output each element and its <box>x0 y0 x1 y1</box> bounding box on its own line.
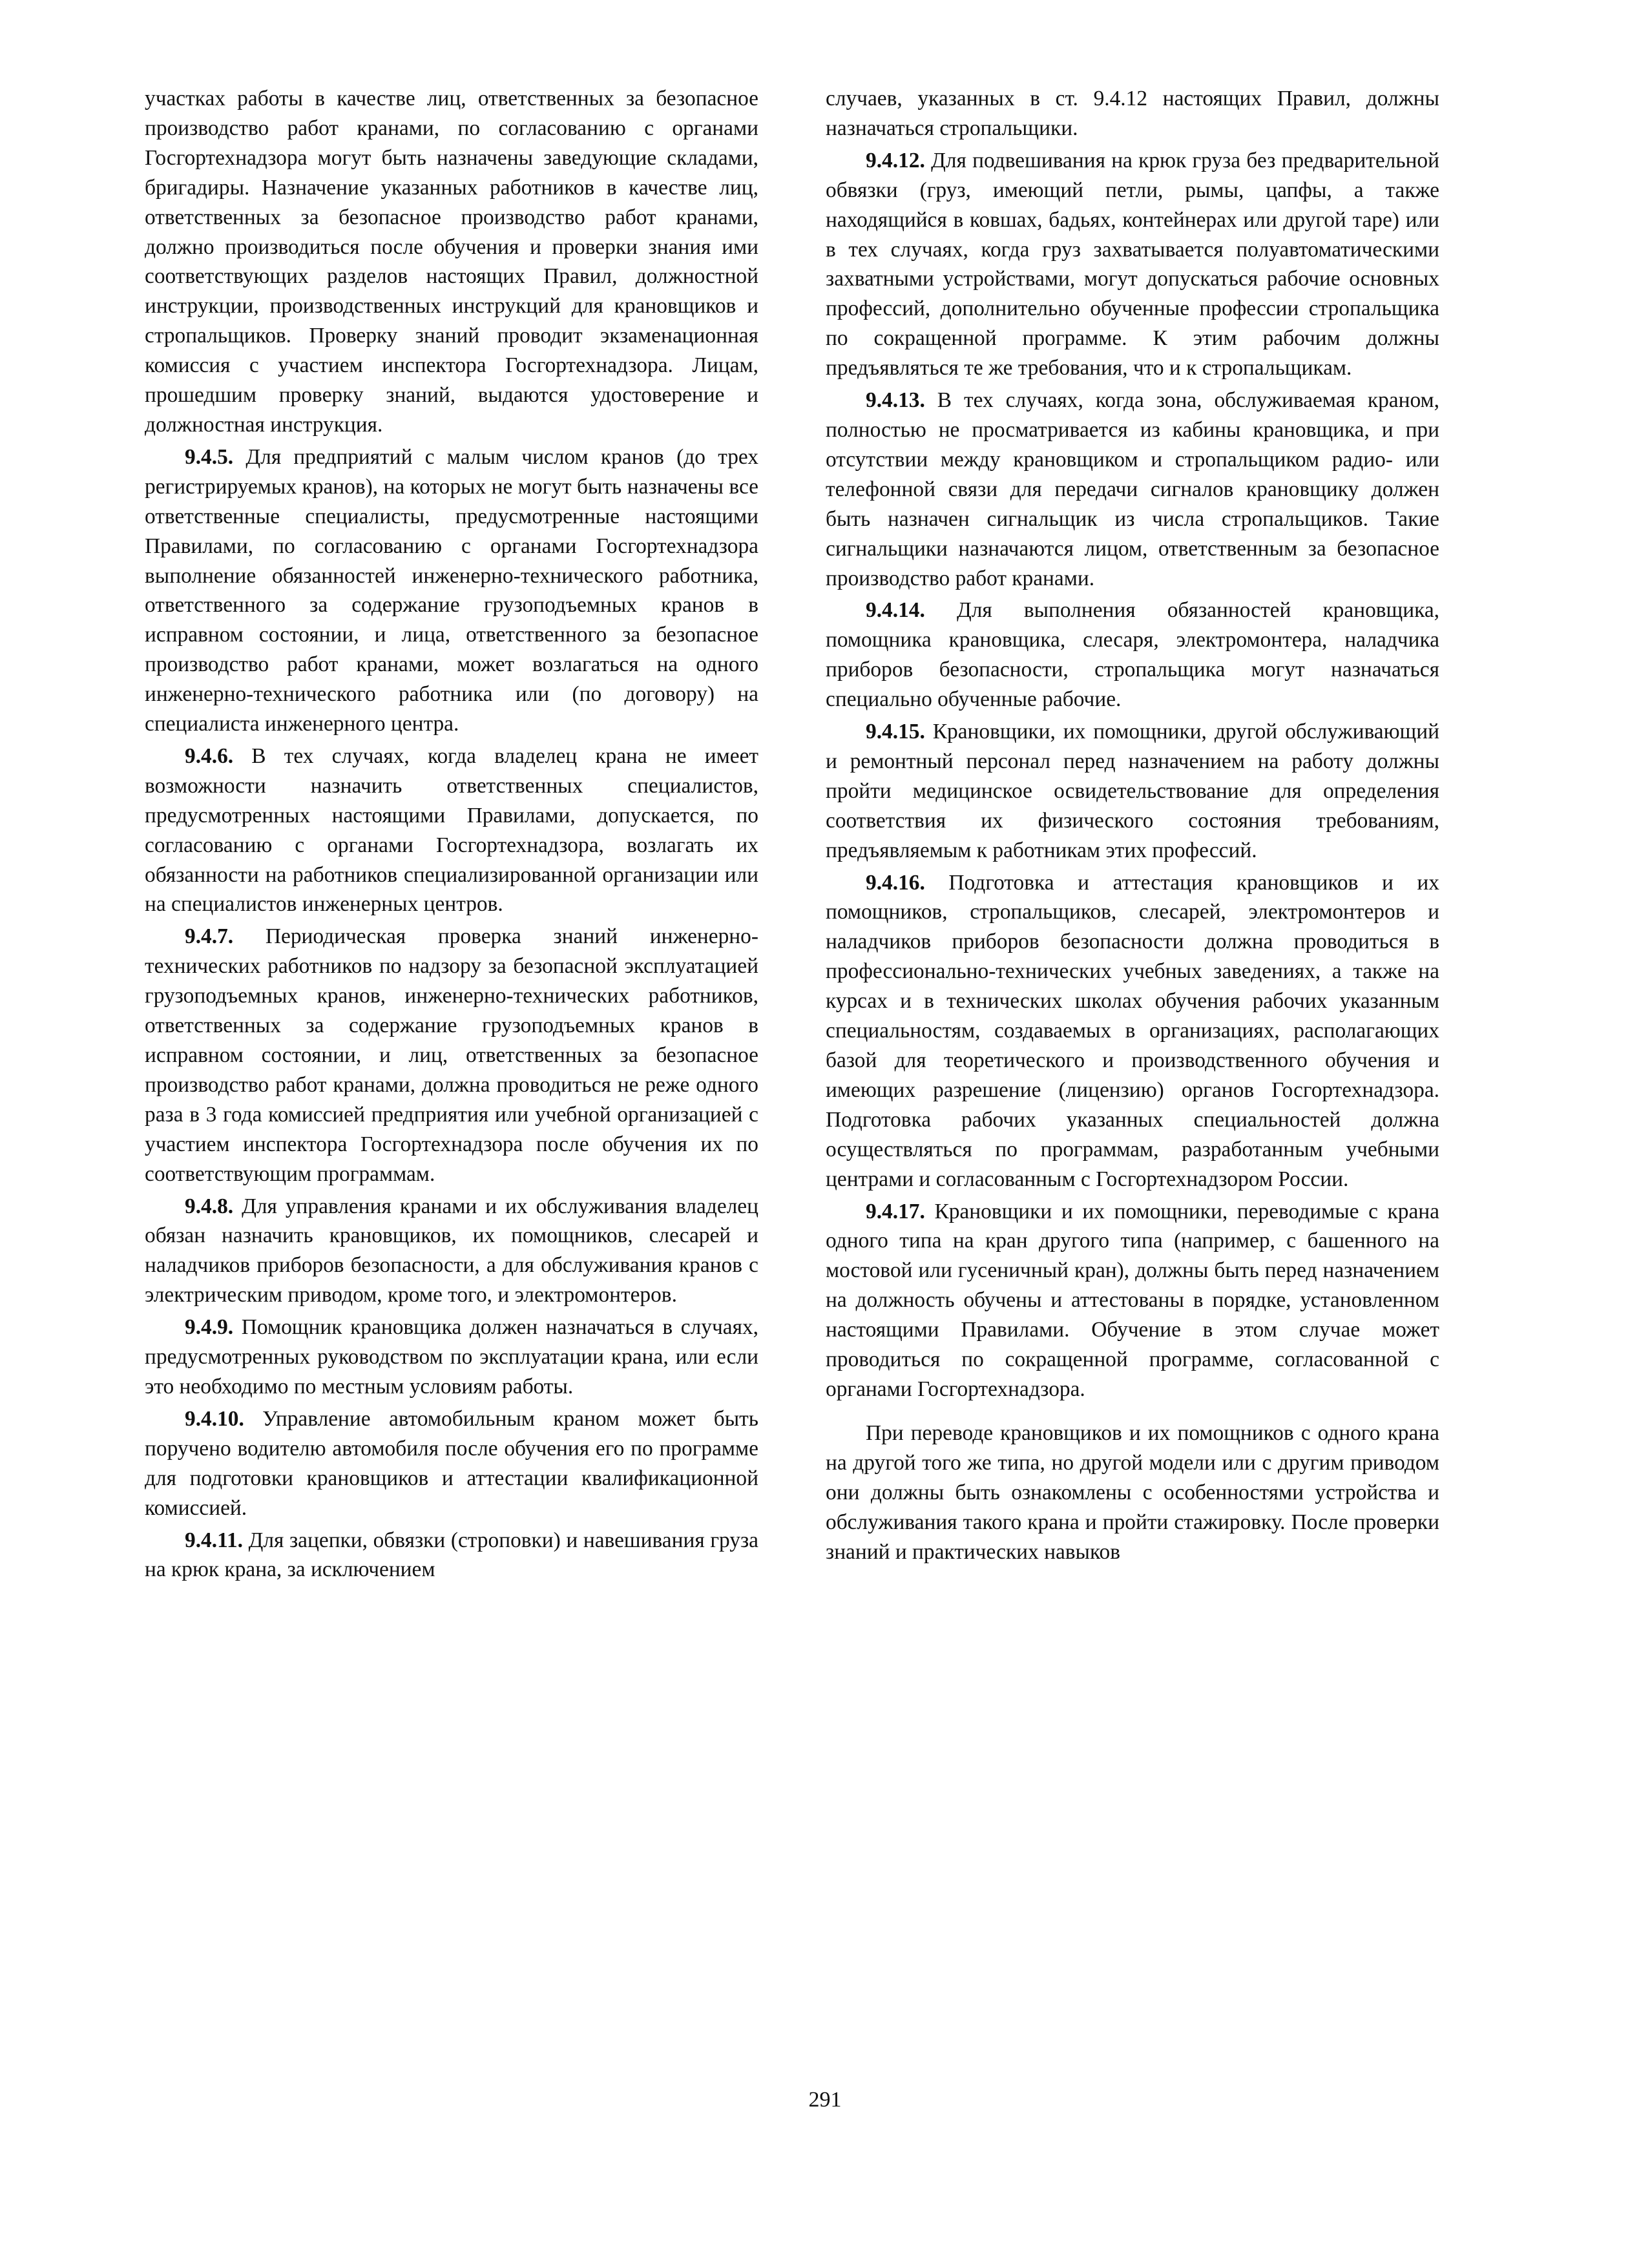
paragraph-text: Управление автомобильным краном может быть поручено водителю автомобиля после обучения его по программе для подготовки крановщиков и аттестации квалификационной комиссией. <box>145 1406 758 1520</box>
section-number: 9.4.15. <box>866 720 925 744</box>
paragraph-9-4-12 <box>826 146 1439 383</box>
section-number: 9.4.8. <box>185 1194 234 1218</box>
paragraph-text: При переводе крановщиков и их помощников с одного крана на другой того же типа, но другой модели или с другим приводом они должны быть ознакомлены с особенностями устройства и обслуживания такого крана и пройти стажировку. После проверки знаний и практических навыков <box>826 1420 1439 1564</box>
paragraph-9-4-16 <box>826 868 1439 1194</box>
paragraph-text: Крановщики и их помощники, переводимые с крана одного типа на кран другого типа (например, с башенного на мостовой или гусеничный кран), должны быть перед назначением на должность обучены и аттестованы в порядке, установленном настоящими Правилами. Обучение в этом случае может проводиться по сокращенной программе, согласованной с органами Госгортехнадзора. <box>826 1199 1439 1401</box>
paragraph-transfer <box>826 1419 1439 1567</box>
section-number: 9.4.7. <box>185 924 234 949</box>
paragraph-9-4-9 <box>145 1313 758 1402</box>
section-number: 9.4.13. <box>866 388 925 413</box>
paragraph-9-4-7 <box>145 922 758 1189</box>
paragraph-text: Крановщики, их помощники, другой обслуживающий и ремонтный персонал перед назначением на работу должны пройти медицинское освидетельствование для определения соответствия их физического состояния требованиям, предъявляемым к работникам этих профессий. <box>826 720 1439 862</box>
paragraph-9-4-5 <box>145 442 758 739</box>
paragraph-9-4-13 <box>826 386 1439 593</box>
paragraph-text: Для подвешивания на крюк груза без предварительной обвязки (груз, имеющий петли, рымы, цапфы, а также находящийся в ковшах, бадьях, контейнерах или другой таре) или в тех случаях, когда груз захватывается полуавтоматическими захватными устройствами, могут допускаться рабочие основных профессий, дополнительно обученные профессии стропальщика по сокращенной программе. К этим рабочим должны предъявляться те же требования, что и к стропальщикам. <box>826 148 1439 380</box>
paragraph-9-4-10 <box>145 1404 758 1523</box>
section-number: 9.4.5. <box>185 444 234 469</box>
paragraph-9-4-14 <box>826 596 1439 714</box>
paragraph: случаев, указанных в ст. 9.4.12 настоящих Правил, должны назначаться стропальщики. <box>826 87 1439 140</box>
paragraph-text: Подготовка и аттестация крановщиков и их помощников, стропальщиков, слесарей, электромонтеров и наладчиков приборов безопасности должна проводиться в профессионально-технических учебных заведениях, а также на курсах и в технических школах обучения рабочих указанным специальностям, создаваемых в организациях, располагающих базой для теоретического и производственного обучения и имеющих разрешение (лицензию) органов Госгортехнадзора. Подготовка рабочих указанных специальностей должна осуществляться по программам, разработанным учебными центрами и согласованным с Госгортехнадзором России. <box>826 870 1439 1191</box>
section-number: 9.4.17. <box>866 1199 925 1223</box>
section-number: 9.4.16. <box>866 870 925 895</box>
section-number: 9.4.11. <box>185 1528 243 1552</box>
page-number: 291 <box>808 2088 842 2112</box>
paragraph-text: Для выполнения обязанностей крановщика, помощника крановщика, слесаря, электромонтера, наладчика приборов безопасности, стропальщика могут назначаться специально обученные рабочие. <box>826 598 1439 712</box>
paragraph: участках работы в качестве лиц, ответственных за безопасное производство работ кранами, по согласованию с органами Госгортехнадзора могут быть назначены заведующие складами, бригадиры. Назначение указанных работников в качестве лиц, ответственных за безопасное производство работ кранами, должно производиться после обучения и проверки знания ими соответствующих разделов настоящих Правил, должностной инструкции, производственных инструкций для крановщиков и стропальщиков. Проверку знаний проводит экзаменационная комиссия с участием инспектора Госгортехнадзора. Лицам, прошедшим проверку знаний, выдаются удостоверение и должностная инструкция. <box>145 87 758 437</box>
paragraph-9-4-17 <box>826 1197 1439 1404</box>
section-number: 9.4.9. <box>185 1315 234 1340</box>
paragraph-text: В тех случаях, когда владелец крана не имеет возможности назначить ответственных специалистов, предусмотренных настоящими Правилами, допускается, по согласованию с органами Госгортехнадзора, возлагать их обязанности на работников специализированной организации или на специалистов инженерных центров. <box>145 744 758 917</box>
paragraph-9-4-6 <box>145 742 758 919</box>
paragraph-9-4-11 <box>145 1526 758 1585</box>
section-number: 9.4.12. <box>866 148 925 172</box>
section-number: 9.4.6. <box>185 744 234 768</box>
paragraph-text: Для зацепки, обвязки (строповки) и навешивания груза на крюк крана, за исключением <box>145 1528 758 1582</box>
right-column <box>826 84 1439 1566</box>
paragraph-text: В тех случаях, когда зона, обслуживаемая краном, полностью не просматривается из кабины крановщика, и при отсутствии между крановщиком и стропальщиком радио- или телефонной связи для передачи сигналов крановщику должен быть назначен сигнальщик из числа стропальщиков. Такие сигнальщики назначаются лицом, ответственным за безопасное производство работ кранами. <box>826 388 1439 590</box>
left-column <box>145 84 758 1585</box>
paragraph-9-4-8 <box>145 1192 758 1311</box>
paragraph-text: Для предприятий с малым числом кранов (до трех регистрируемых кранов), на которых не могут быть назначены все ответственные специалисты, предусмотренные настоящими Правилами, по согласованию с органами Госгортехнадзора выполнение обязанностей инженерно-технического работника, ответственного за содержание грузоподъемных кранов в исправном состоянии, и лица, ответственного за безопасное производство работ кранами, может возлагаться на одного инженерно-технического работника или (по договору) на специалиста инженерного центра. <box>145 444 758 736</box>
paragraph-text: Периодическая проверка знаний инженерно-технических работников по надзору за безопасной эксплуатацией грузоподъемных кранов, инженерно-технических работников, ответственных за содержание грузоподъемных кранов в исправном состоянии, и лиц, ответственных за безопасное производство работ кранами, должна проводиться не реже одного раза в 3 года комиссией предприятия или учебной организацией с участием инспектора Госгортехнадзора после обучения их по соответствующим программам. <box>145 924 758 1186</box>
section-number: 9.4.10. <box>185 1406 244 1431</box>
paragraph-text: Для управления кранами и их обслуживания владелец обязан назначить крановщиков, их помощников, слесарей и наладчиков приборов безопасности, а для обслуживания кранов с электрическим приводом, кроме того, и электромонтеров. <box>145 1194 758 1307</box>
section-number: 9.4.14. <box>866 598 925 623</box>
paragraph-9-4-15 <box>826 717 1439 866</box>
paragraph-text: Помощник крановщика должен назначаться в случаях, предусмотренных руководством по эксплуатации крана, или если это необходимо по местным условиям работы. <box>145 1315 758 1399</box>
